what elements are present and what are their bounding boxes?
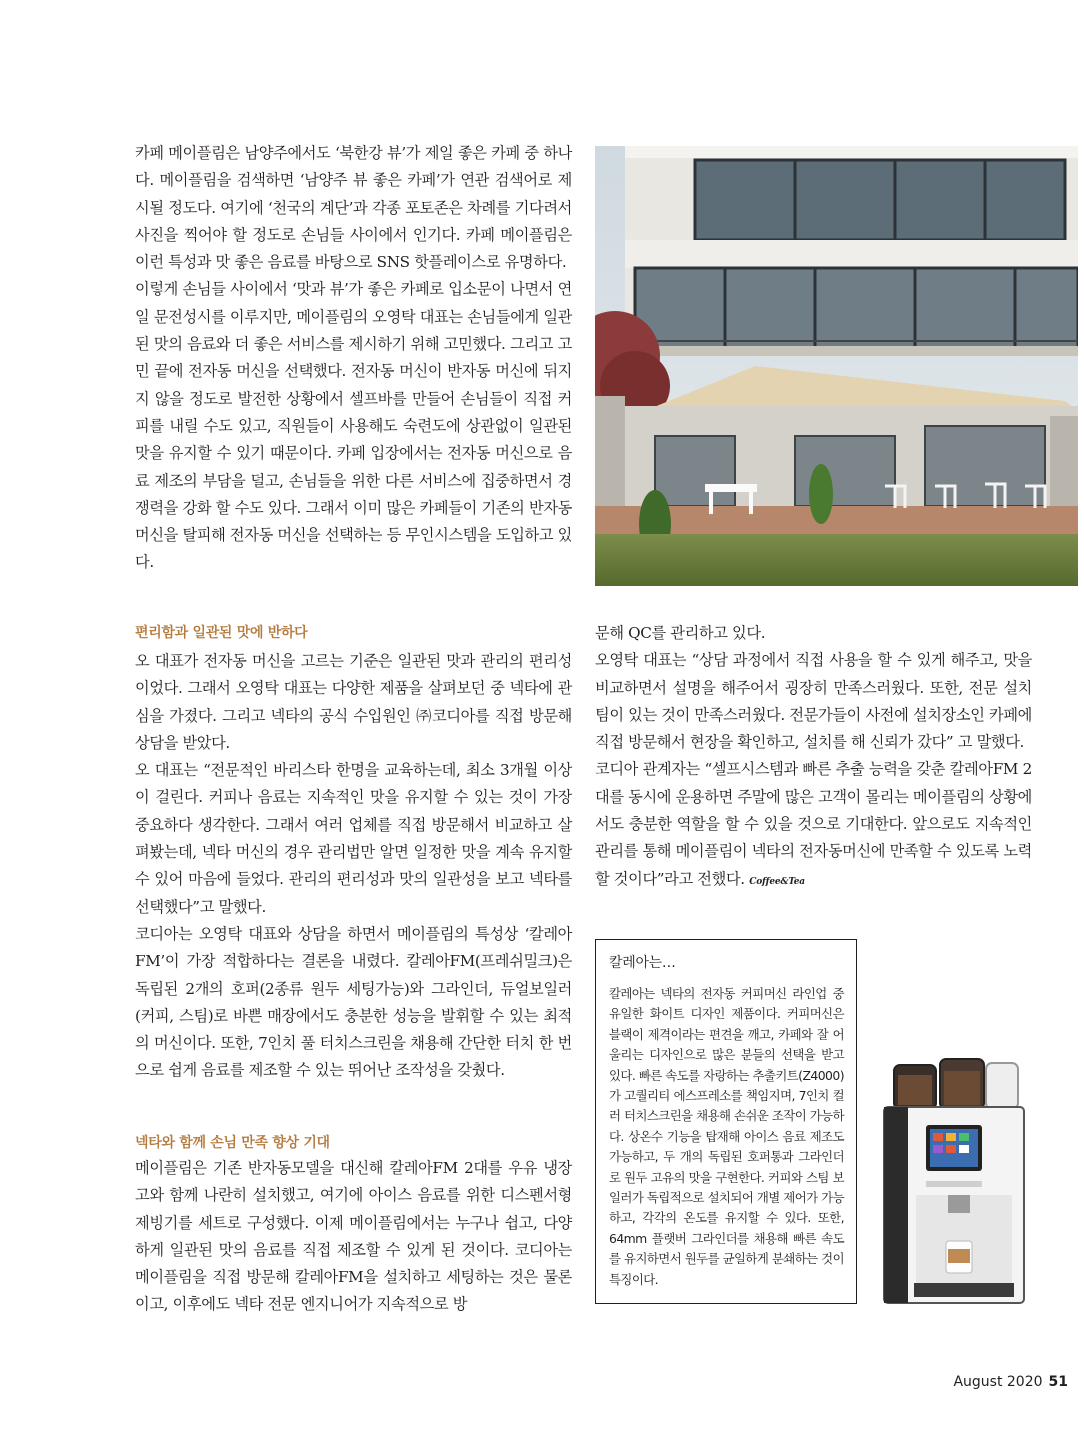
product-sidebox xyxy=(595,939,857,1304)
cafe-building-illustration xyxy=(595,146,1078,586)
page-folio xyxy=(953,1374,1068,1390)
left-intro xyxy=(135,140,572,577)
section-heading-convenience xyxy=(135,622,572,642)
sidebox-text: 칼레아는 넥타의 전자동 커피머신 라인업 중 유일한 화이트 디자인 제품이다. 커피머신은 블랙이 제격이라는 편견을 깨고, 카페와 잘 어울리는 디자인으로 많은 분들의 선택을 받고 있다. 빠른 속도를 자랑하는 추출키트(Z4000)가 고퀄리티 에스프레소를 책임지며, 7인치 컬러 터치스크린을 채용해 손쉬운 조작이 가능하다. 상온수 기능을 탑재해 아이스 음료 제조도 가능하고, 두 개의 독립된 호퍼통과 그라인더로 원두 고유의 맛을 구현한다. 커피와 스팀 보일러가 독립적으로 설치되어 개별 제어가 가능하고, 각각의 온도를 유지할 수 있다. 또한, 64mm 플랫버 그라인더를 채용해 빠른 속도를 유지하면서 원두를 균일하게 분쇄하는 것이 특징이다. xyxy=(609,986,844,1287)
section-heading: 편리함과 일관된 맛에 반하다 xyxy=(135,625,308,641)
coffee-machine-image xyxy=(866,1045,1034,1309)
body-paragraph xyxy=(595,756,1032,895)
magazine-signature: Coffee&Tea xyxy=(749,876,805,887)
body-paragraph: 오 대표가 전자동 머신을 고르는 기준은 일관된 맛과 관리의 편리성이었다. 그래서 오영탁 대표는 다양한 제품을 살펴보던 중 넥타에 관심을 가졌다. 그리고 넥타의 공식 수입원인 ㈜코디아를 직접 방문해 상담을 받았다. xyxy=(135,652,572,752)
body-paragraph: 이렇게 손님들 사이에서 ‘맛과 뷰’가 좋은 카페로 입소문이 나면서 연일 문전성시를 이루지만, 메이플림의 오영탁 대표는 손님들에게 일관된 맛의 음료와 더 좋은 서비스를 제시하기 위해 고민했다. 그리고 고민 끝에 전자동 머신을 선택했다. 전자동 머신이 반자동 머신에 뒤지지 않을 정도로 발전한 상황에서 셀프바를 만들어 손님들이 직접 커피를 내릴 수도 있고, 직원들이 사용해도 숙련도에 상관없이 일관된 맛을 유지할 수 있기 때문이다. 카페 입장에서는 전자동 머신으로 음료 제조의 부담을 덜고, 손님들을 위한 다른 서비스에 집중하면서 경쟁력을 강화 할 수도 있다. 그래서 이미 많은 카페들이 기존의 반자동머신을 탈피해 전자동 머신을 선택하는 등 무인시스템을 도입하고 있다. xyxy=(135,280,572,572)
closing-paragraph-text: 코디아 관계자는 “셀프시스템과 빠른 추출 능력을 갖춘 칼레아FM 2대를 동시에 운용하면 주말에 많은 고객이 몰리는 메이플림의 상황에서도 충분한 역할을 할 수 있을 것으로 기대한다. 앞으로도 지속적인 관리를 통해 메이플림이 넥타의 전자동머신에 만족할 수 있도록 노력할 것이다”라고 전했다. xyxy=(595,760,1032,888)
body-paragraph: 카페 메이플림은 남양주에서도 ‘북한강 뷰’가 제일 좋은 카페 중 하나다. 메이플림을 검색하면 ‘남양주 뷰 좋은 카페’가 연관 검색어로 제시될 정도다. 여기에 ‘천국의 계단’과 각종 포토존은 차례를 기다려서 사진을 찍어야 할 정도로 손님들 사이에서 인기다. 카페 메이플림은 이런 특성과 맛 좋은 음료를 바탕으로 SNS 핫플레이스로 유명하다. xyxy=(135,144,572,272)
body-paragraph: 오 대표는 “전문적인 바리스타 한명을 교육하는데, 최소 3개월 이상이 걸린다. 커피나 음료는 지속적인 맛을 유지할 수 있는 것이 가장 중요하다 생각한다. 그래서 여러 업체를 직접 방문해서 비교하고 살펴봤는데, 넥타 머신의 경우 관리법만 알면 일정한 맛을 계속 유지할 수 있어 마음에 들었다. 관리의 편리성과 맛의 일관성을 보고 넥타를 선택했다”고 말했다. xyxy=(135,761,572,916)
body-paragraph: 오영탁 대표는 “상담 과정에서 직접 사용을 할 수 있게 해주고, 맛을 비교하면서 설명을 해주어서 굉장히 만족스러웠다. 또한, 전문 설치팀이 있는 것이 만족스러웠다. 전문가들이 사전에 설치장소인 카페에 직접 방문해서 현장을 확인하고, 설치를 해 신뢰가 갔다” 고 말했다. xyxy=(595,651,1032,752)
section-heading: 넥타와 함께 손님 만족 향상 기대 xyxy=(135,1135,330,1151)
page-number: 51 xyxy=(1048,1374,1068,1390)
issue-date: August 2020 xyxy=(953,1374,1043,1390)
section-heading-satisfaction xyxy=(135,1132,572,1152)
cafe-photo xyxy=(595,146,1078,586)
body-paragraph: 메이플림은 기존 반자동모델을 대신해 칼레아FM 2대를 우유 냉장고와 함께 나란히 설치했고, 여기에 아이스 음료를 위한 디스펜서형 제빙기를 세트로 구성했다. 이제 메이플림에서는 누구나 쉽고, 다양하게 일관된 맛의 음료를 직접 제조할 수 있게 된 것이다. 코디아는 메이플림을 직접 방문해 칼레아FM을 설치하고 세팅하는 것은 물론이고, 이후에도 넥타 전문 엔지니어가 지속적으로 방 xyxy=(135,1159,572,1314)
section-body-convenience xyxy=(135,648,572,1085)
sidebox-title: 칼레아는… xyxy=(609,955,676,971)
section-body-satisfaction xyxy=(135,1155,572,1319)
right-body xyxy=(595,620,1032,896)
coffee-machine-icon xyxy=(866,1045,1034,1309)
body-paragraph: 문해 QC를 관리하고 있다. xyxy=(595,624,766,642)
body-paragraph: 코디아는 오영탁 대표와 상담을 하면서 메이플림의 특성상 ‘칼레아FM’이 가장 적합하다는 결론을 내렸다. 칼레아FM(프레쉬밀크)은 독립된 2개의 호퍼(2종류 원두 세팅가능)와 그라인더, 듀얼보일러(커피, 스팀)로 바쁜 매장에서도 충분한 성능을 발휘할 수 있는 최적의 머신이다. 또한, 7인치 풀 터치스크린을 채용해 간단한 터치 한 번으로 쉽게 음료를 제조할 수 있는 뛰어난 조작성을 갖췄다. xyxy=(135,924,572,1080)
